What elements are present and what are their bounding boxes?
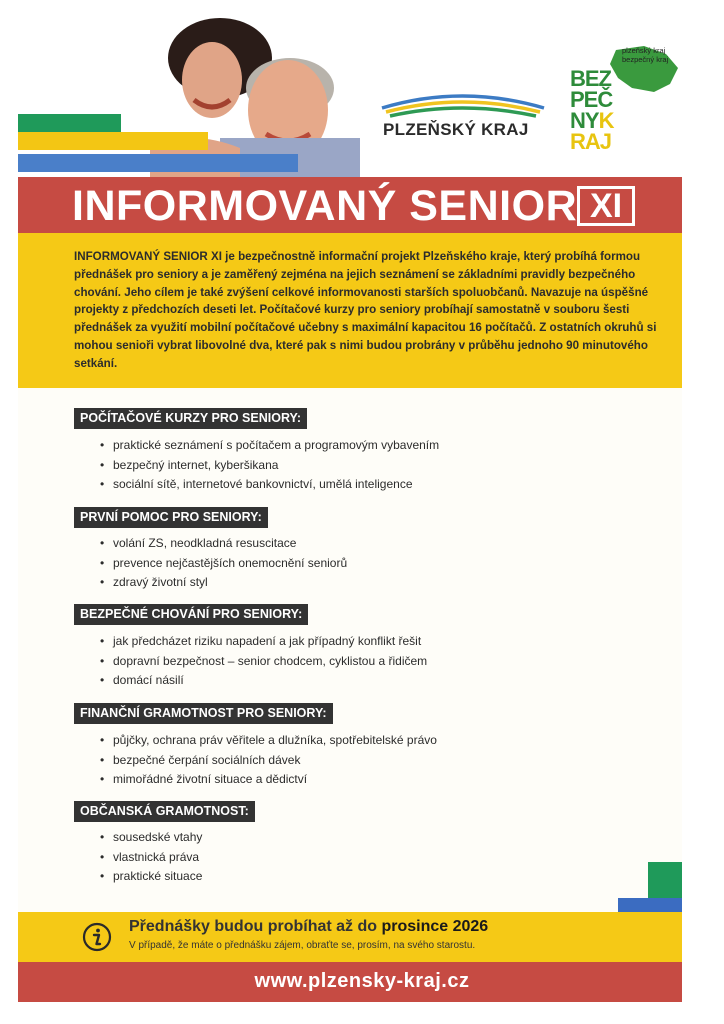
list-item: • volání ZS, neodkladná resuscitace — [100, 534, 347, 554]
section-list — [100, 828, 202, 887]
decor-block-green — [648, 862, 682, 898]
list-item: • bezpečný internet, kyberšikana — [100, 456, 439, 476]
intro-bold-lead: INFORMOVANÝ SENIOR XI — [74, 250, 222, 263]
website-link[interactable]: www.plzensky-kraj.cz — [254, 970, 470, 992]
section-heading: OBČANSKÁ GRAMOTNOST: — [74, 801, 255, 822]
note-highlight: prosince 2026 — [381, 918, 489, 935]
list-item: • praktické seznámení s počítačem a programovým vybavením — [100, 436, 439, 456]
safety-tagline-line1: plzeňský kraj — [622, 46, 666, 55]
decor-stripe-green — [18, 114, 121, 132]
list-item: • dopravní bezpečnost – senior chodcem, cyklistou a řidičem — [100, 652, 427, 672]
section-heading: FINANČNÍ GRAMOTNOST PRO SENIORY: — [74, 703, 333, 724]
list-item: • sousedské vtahy — [100, 828, 202, 848]
info-icon — [82, 922, 112, 952]
section-heading: PRVNÍ POMOC PRO SENIORY: — [74, 507, 268, 528]
section-list — [100, 731, 437, 790]
logo-row — [570, 110, 613, 131]
section-heading: BEZPEČNÉ CHOVÁNÍ PRO SENIORY: — [74, 604, 308, 625]
decor-stripe-yellow — [18, 132, 208, 150]
list-item: • praktické situace — [100, 867, 202, 887]
decor-stripe-blue — [18, 154, 298, 172]
list-item: • prevence nejčastějších onemocnění seniorů — [100, 554, 347, 574]
section-heading: POČÍTAČOVÉ KURZY PRO SENIORY: — [74, 408, 307, 429]
note-prefix: Přednášky budou probíhat až do — [129, 918, 382, 935]
logo-row-part: K — [598, 108, 614, 133]
edition-badge: XI — [577, 186, 635, 226]
intro-text-1: je bezpečnostně informační projekt Plzeňského kraje, který probíhá formou přednášek pro seniory a je zaměřený zejména na jejich seznámení se základními pravidly bezpečného chování. Jeho cílem je také zvýšení celkové informovanosti starších spoluobčanů. Navazuje na úspěšné projekty z předchozích deseti let. — [74, 250, 649, 317]
logo-row: PEČ — [570, 87, 613, 112]
region-name: PLZEŇSKÝ KRAJ — [383, 120, 529, 139]
safety-tagline — [622, 46, 668, 64]
note-subtext: V případě, že máte o přednášku zájem, obraťte se, prosím, na svého starostu. — [129, 940, 476, 951]
page-title: INFORMOVANÝ SENIOR — [72, 182, 578, 230]
section-list — [100, 436, 439, 495]
logo-row: RAJ — [570, 129, 612, 154]
logo-row: BEZ — [570, 66, 611, 91]
intro-paragraph — [74, 248, 684, 373]
list-item: • sociální sítě, internetové bankovnictví, umělá inteligence — [100, 475, 439, 495]
intro-text-2: samostatně v souboru šesti přednášek za využití mobilní počítačové učebny s maximální kapacitou 16 počítačů. Z ostatních okruhů si mohou senioři vybrat libovolné dva, které pak s nimi budou probrány v průběhu jednoho 90 minutového setkání. — [74, 303, 657, 370]
bezpecny-kraj-logo — [570, 68, 613, 152]
note-headline — [129, 918, 488, 936]
section-list — [100, 534, 347, 593]
intro-bold-2: Počítačové kurzy pro seniory probíhají — [259, 303, 473, 317]
logo-row-part: NY — [570, 108, 599, 133]
list-item: • domácí násilí — [100, 671, 427, 691]
list-item: • půjčky, ochrana práv věřitele a dlužníka, spotřebitelské právo — [100, 731, 437, 751]
list-item: • jak předcházet riziku napadení a jak případný konflikt řešit — [100, 632, 427, 652]
safety-tagline-line2: bezpečný kraj — [622, 55, 669, 64]
list-item: • bezpečné čerpání sociálních dávek — [100, 751, 437, 771]
list-item: • mimořádné životní situace a dědictví — [100, 770, 437, 790]
list-item: • vlastnická práva — [100, 848, 202, 868]
section-list — [100, 632, 427, 691]
list-item: • zdravý životní styl — [100, 573, 347, 593]
